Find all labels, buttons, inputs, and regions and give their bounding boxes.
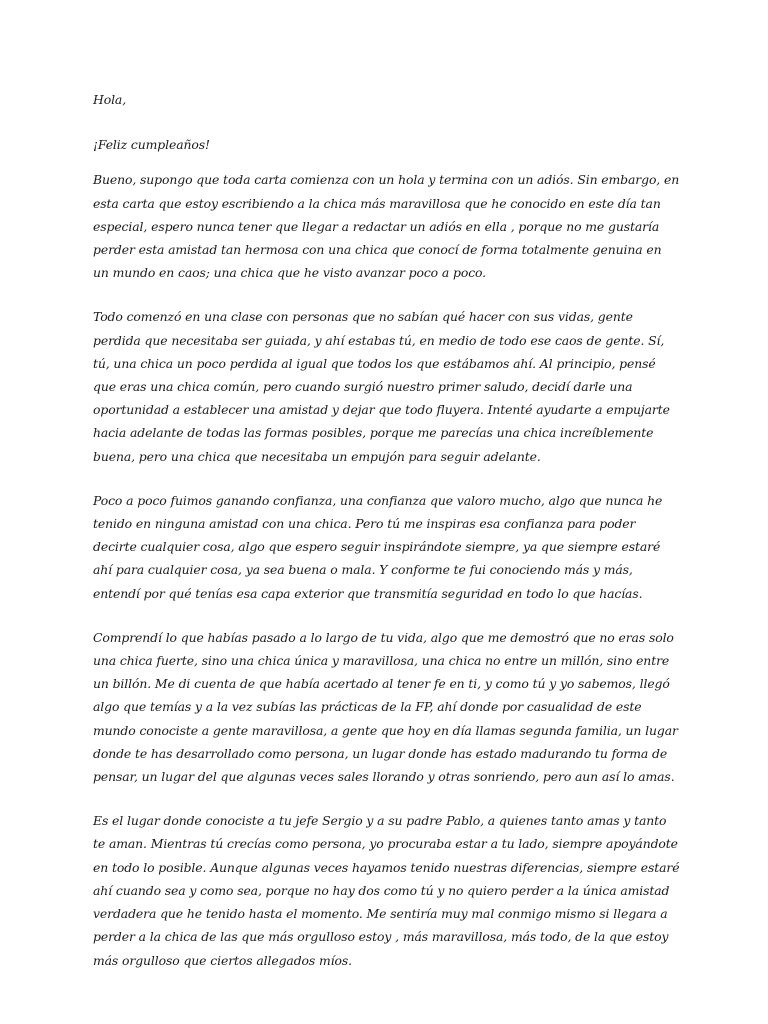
birthday-wish: ¡Feliz cumpleaños!: [93, 137, 210, 153]
letter-paragraph: Todo comenzó en una clase con personas que no sabían qué hacer con sus vidas, gente perdida que necesitaba ser guiada, y ahí estabas tú, en medio de todo ese caos de gente. Sí, tú, una chica un poco perdida al igual que todos los que estábamos ahí. Al principio, pensé que eras una chica común, pero cuando surgió nuestro primer saludo, decidí darle una oportunidad a establecer una amistad y dejar que todo fluyera. Intenté ayudarte a empujarte hacia adelante de todas las formas posibles, porque me parecías una chica increíblemente buena, pero una chica que necesitaba un empujón para seguir adelante.: [93, 309, 670, 464]
letter-body: [93, 88, 681, 993]
letter-paragraph: Es el lugar donde conociste a tu jefe Sergio y a su padre Pablo, a quienes tanto amas y tanto te aman. Mientras tú crecías como persona, yo procuraba estar a tu lado, siempre apoyándote en todo lo posible. Aunque algunas veces hayamos tenido nuestras diferencias, siempre estaré ahí cuando sea y como sea, porque no hay dos como tú y no quiero perder a la única amistad verdadera que he tenido hasta el momento. Me sentiría muy mal conmigo mismo si llegara a perder a la chica de las que más orgulloso estoy , más maravillosa, más todo, de la que estoy más orgulloso que ciertos allegados míos.: [93, 813, 680, 968]
letter-paragraph: Poco a poco fuimos ganando confianza, una confianza que valoro mucho, algo que nunca he tenido en ninguna amistad con una chica. Pero tú me inspiras esa confianza para poder decirte cualquier cosa, algo que espero seguir inspirándote siempre, ya que siempre estaré ahí para cualquier cosa, ya sea buena o mala. Y conforme te fui conociendo más y más, entendí por qué tenías esa capa exterior que transmitía seguridad en todo lo que hacías.: [93, 492, 663, 601]
letter-greeting: Hola,: [93, 92, 127, 107]
letter-paragraph: Comprendí lo que habías pasado a lo largo de tu vida, algo que me demostró que no eras solo una chica fuerte, sino una chica única y maravillosa, una chica no entre un millón, sino entre un billón. Me di cuenta de que había acertado al tener fe en ti, y como tú y yo sabemos, llegó algo que temías y a la vez subías las prácticas de la FP, ahí donde por casualidad de este mundo conociste a gente maravillosa, a gente que hoy en día llamas segunda familia, un lugar donde te has desarrollado como persona, un lugar donde has estado madurando tu forma de pensar, un lugar del que algunas veces sales llorando y otras sonriendo, pero aun así lo amas.: [93, 629, 678, 785]
letter-paragraph: Bueno, supongo que toda carta comienza con un hola y termina con un adiós. Sin embargo, en esta carta que estoy escribiendo a la chica más maravillosa que he conocido en este día tan especial, espero nunca tener que llegar a redactar un adiós en ella , porque no me gustaría perder esta amistad tan hermosa con una chica que conocí de forma totalmente genuina en un mundo en caos; una chica que he visto avanzar poco a poco.: [93, 172, 680, 281]
